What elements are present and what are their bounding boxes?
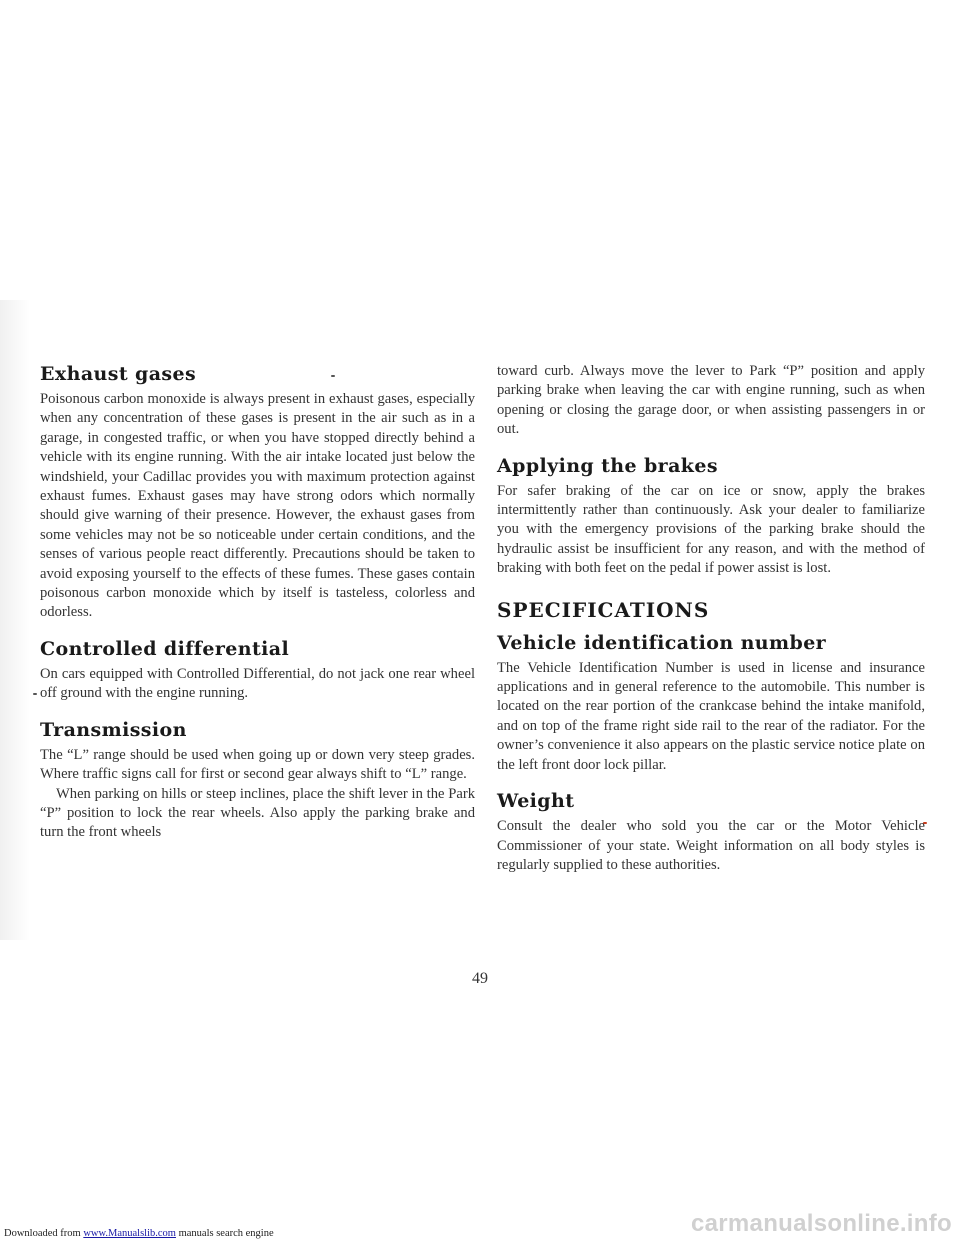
vin-section [497,631,925,775]
exhaust-heading: Exhaust gases [40,363,197,385]
controlled-differential-section [40,637,475,704]
brakes-paragraph: For safer braking of the car on ice or snow, apply the brakes intermittently rather than continuously. Ask your dealer to familiarize you with the emergency provisions of the parking brake should the hydraulic assist be insufficient for any reason, and with the method of braking with both feet on the pedal if power assist is lost. [497,482,925,577]
transmission-paragraph-2: When parking on hills or steep inclines, place the shift lever in the Park “P” position to lock the rear wheels. Also apply the parking brake and turn the front wheels [40,785,475,841]
weight-paragraph: Consult the dealer who sold you the car or the Motor Vehicle Commissioner of your state. Weight information on all body styles is regularly supplied to these authorities. [497,818,925,873]
weight-section [497,789,925,875]
brakes-section [497,454,925,579]
page-number: 49 [472,970,488,987]
weight-heading: Weight [497,790,575,813]
exhaust-section [40,362,475,623]
footer-prefix: Downloaded from [4,1228,84,1239]
footer-suffix: manuals search engine [175,1228,274,1239]
specifications-heading: SPECIFICATIONS [497,597,710,622]
transmission-section [40,718,475,843]
brakes-heading: Applying the brakes [497,454,718,477]
exhaust-paragraph: Poisonous carbon monoxide is always present in exhaust gases, especially when any concentration of these gases is present in the air such as in a garage, in congested traffic, or when you have stopped directly behind a vehicle with its engine running. With the air intake located just below the windshield, your Cadillac provides you with maximum protection against exhaust fumes. Exhaust gases may have strong odors which normally should give warning of their presence. However, the exhaust gases from some vehicles may not be so noticeable under certain conditions, and the senses of various people react differently. Precautions should be taken to avoid exposing yourself to the effects of these fumes. These gases contain poisonous carbon monoxide which by itself is tasteless, colorless and odorless. [40,391,475,621]
vin-paragraph: The Vehicle Identification Number is used in license and insurance applications and in general reference to the automobile. This number is located on the rear portion of the crankcase behind the intake manifold, and on top of the frame right side rail to the rear of the radiator. For the owner’s convenience it also appears on the plastic service notice plate on the left front door lock pillar. [497,659,925,773]
download-footer [4,1228,274,1239]
controlled-differential-paragraph: On cars equipped with Controlled Differential, do not jack one rear wheel off ground with the engine running. [40,665,475,702]
transmission-paragraph-1: The “L” range should be used when going up or down very steep grades. Where traffic signs call for first or second gear always shift to “L” range. [40,746,475,783]
site-watermark: carmanualsonline.info [690,1210,952,1237]
transmission-continued-section [497,362,925,440]
controlled-differential-heading: Controlled differential [40,637,290,660]
page-edge-shadow [0,300,30,940]
left-column [40,362,475,857]
print-speck [33,693,37,695]
right-column [497,362,925,889]
vin-heading: Vehicle identification number [497,631,827,654]
manualslib-link[interactable]: www.Manualslib.com [83,1228,176,1239]
transmission-continued-paragraph: toward curb. Always move the lever to Park “P” position and apply parking brake when leaving the car with engine running, such as when opening or closing the garage door, or when assisting passengers in or out. [497,363,925,438]
transmission-heading: Transmission [40,718,187,741]
